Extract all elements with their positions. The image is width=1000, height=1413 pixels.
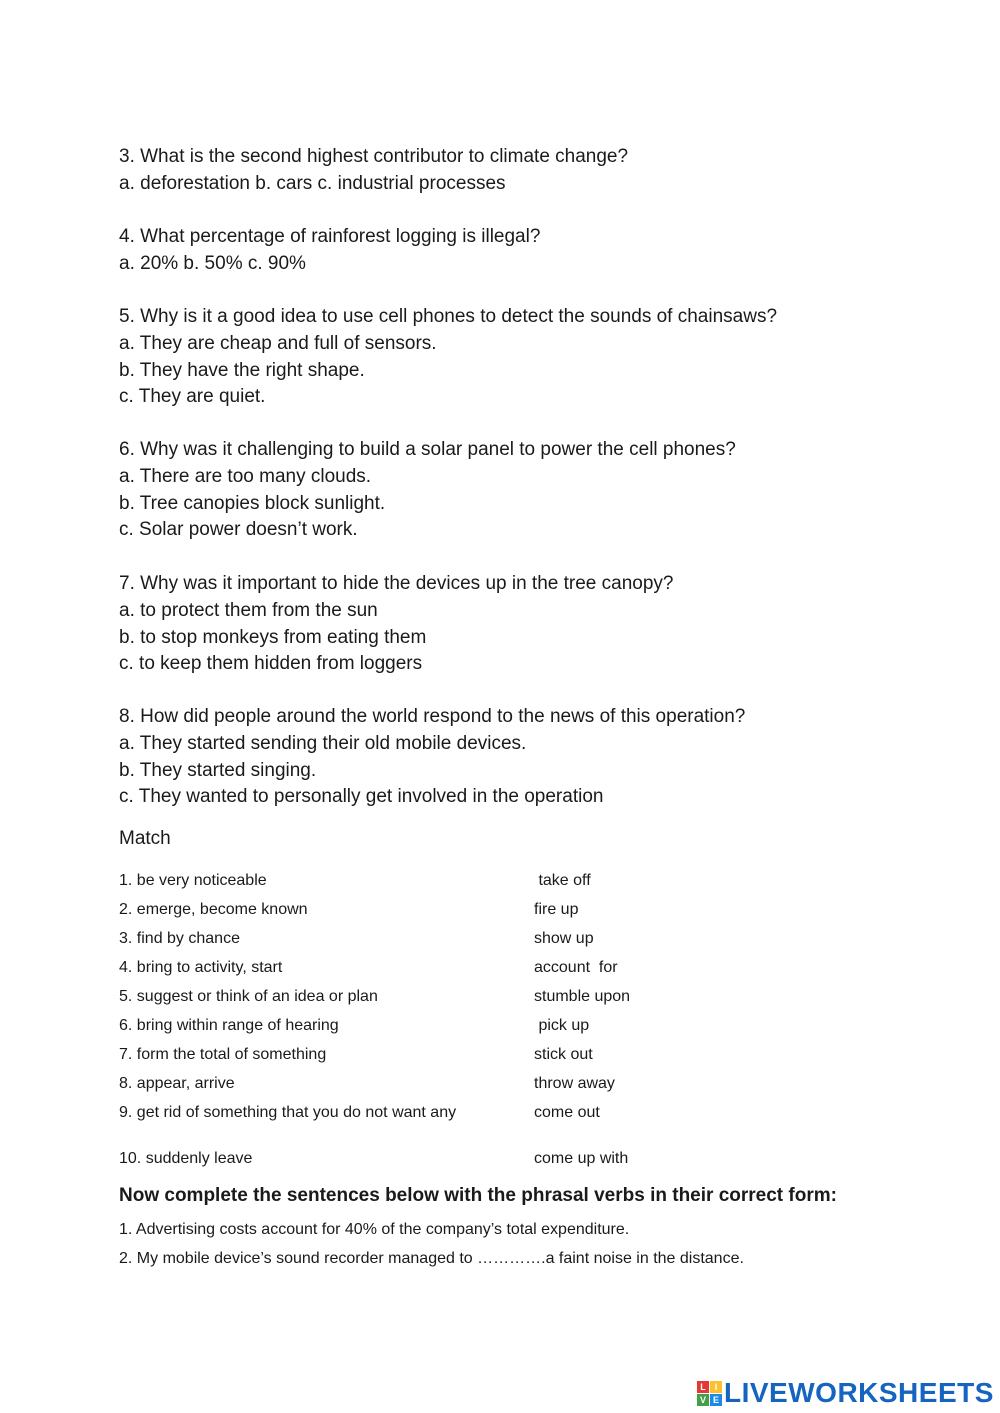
match-row — [119, 930, 819, 952]
question-option: a. 20% b. 50% c. 90% — [119, 252, 306, 274]
match-definition: 1. be very noticeable — [119, 872, 267, 889]
question-option: c. They are quiet. — [119, 386, 266, 408]
match-definition: 8. appear, arrive — [119, 1075, 235, 1092]
logo-mark-letter: E — [710, 1394, 722, 1406]
match-phrasal-verb: stumble upon — [534, 988, 631, 1005]
instruction-heading: Now complete the sentences below with the phrasal verbs in their correct form: — [119, 1185, 837, 1206]
logo-mark-letter: V — [697, 1394, 709, 1406]
match-row — [119, 1017, 819, 1039]
match-definition: 4. bring to activity, start — [119, 959, 283, 976]
sentence-item: 2. My mobile device’s sound recorder managed to ………….a faint noise in the distance. — [119, 1250, 744, 1267]
match-phrasal-verb: account for — [534, 959, 618, 976]
question-option: b. They have the right shape. — [119, 359, 365, 381]
question-7 — [119, 571, 673, 678]
sentence-item: 1. Advertising costs account for 40% of the company’s total expenditure. — [119, 1221, 630, 1238]
match-heading: Match — [119, 828, 171, 849]
question-6 — [119, 437, 736, 544]
match-definition: 7. form the total of something — [119, 1046, 327, 1063]
match-phrasal-verb: throw away — [534, 1075, 615, 1092]
match-definition: 3. find by chance — [119, 930, 240, 947]
match-phrasal-verb: take off — [534, 872, 591, 889]
match-row — [119, 1075, 819, 1097]
question-option: b. Tree canopies block sunlight. — [119, 492, 386, 514]
logo-mark-letter: I — [710, 1381, 722, 1393]
question-option: a. to protect them from the sun — [119, 599, 378, 621]
match-row — [119, 901, 819, 923]
logo-mark-icon — [697, 1381, 722, 1406]
match-row — [119, 1150, 819, 1172]
question-option: a. There are too many clouds. — [119, 465, 372, 487]
question-text: 6. Why was it challenging to build a solar panel to power the cell phones? — [119, 439, 736, 460]
match-phrasal-verb: stick out — [534, 1046, 593, 1063]
question-4 — [119, 224, 540, 278]
question-8 — [119, 704, 745, 811]
question-3 — [119, 144, 628, 198]
question-text: 8. How did people around the world respond to the news of this operation? — [119, 706, 746, 727]
match-definition: 6. bring within range of hearing — [119, 1017, 339, 1034]
question-option: c. They wanted to personally get involved in the operation — [119, 786, 604, 808]
question-option: c. Solar power doesn’t work. — [119, 519, 358, 541]
match-row — [119, 872, 819, 894]
question-text: 5. Why is it a good idea to use cell phones to detect the sounds of chainsaws? — [119, 306, 778, 327]
match-phrasal-verb: show up — [534, 930, 594, 947]
match-phrasal-verb: pick up — [534, 1017, 590, 1034]
match-row — [119, 959, 819, 981]
question-5 — [119, 304, 777, 411]
question-option: a. They started sending their old mobile devices. — [119, 732, 527, 754]
question-text: 3. What is the second highest contributor to climate change? — [119, 146, 629, 167]
match-phrasal-verb: come out — [534, 1104, 600, 1121]
liveworksheets-logo — [697, 1378, 994, 1408]
match-phrasal-verb: come up with — [534, 1150, 629, 1167]
question-text: 7. Why was it important to hide the devices up in the tree canopy? — [119, 573, 674, 594]
match-definition: 2. emerge, become known — [119, 901, 308, 918]
match-phrasal-verb: fire up — [534, 901, 579, 918]
match-row — [119, 1104, 819, 1126]
match-definition: 5. suggest or think of an idea or plan — [119, 988, 378, 1005]
question-option: c. to keep them hidden from loggers — [119, 653, 423, 675]
logo-mark-letter: L — [697, 1381, 709, 1393]
logo-text: LIVEWORKSHEETS — [724, 1377, 994, 1408]
question-option: a. They are cheap and full of sensors. — [119, 332, 437, 354]
match-definition: 10. suddenly leave — [119, 1150, 253, 1167]
question-option: a. deforestation b. cars c. industrial processes — [119, 172, 506, 194]
match-row — [119, 988, 819, 1010]
question-text: 4. What percentage of rainforest logging is illegal? — [119, 226, 541, 247]
match-row — [119, 1046, 819, 1068]
question-option: b. They started singing. — [119, 759, 317, 781]
match-definition: 9. get rid of something that you do not want any — [119, 1104, 457, 1121]
question-option: b. to stop monkeys from eating them — [119, 626, 427, 648]
